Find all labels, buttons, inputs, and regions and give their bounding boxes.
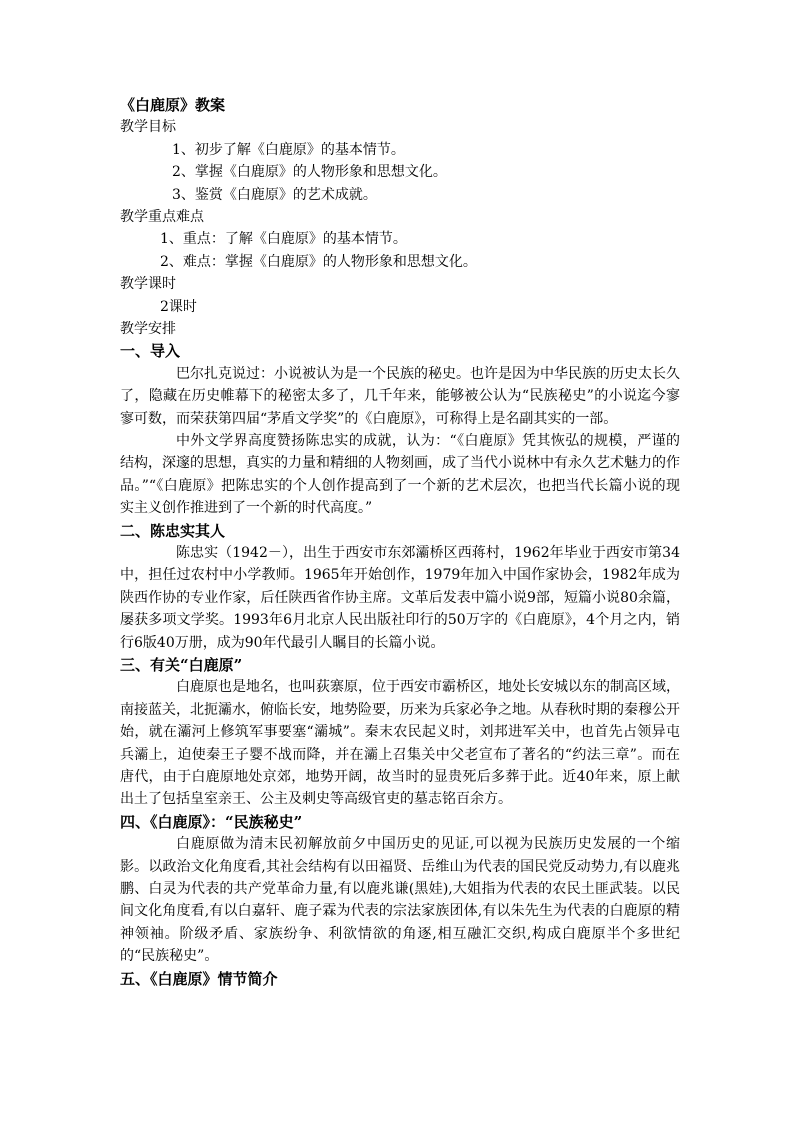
section-heading-secret-history: 四、《白鹿原》：“民族秘史”	[120, 812, 303, 831]
objective-item: 1、初步了解《白鹿原》的基本情节。	[172, 141, 405, 158]
key-point-item: 1、重点：了解《白鹿原》的基本情节。	[160, 231, 407, 248]
section-paragraph: 白鹿原也是地名，也叫荻寨原，位于西安市霸桥区，地处长安城以东的制高区域，南接蓝关，北扼灞水，俯临长安，地势险要，历来为兵家必争之地。从春秋时期的秦穆公开始，就在灞河上修筑军事要塞“灞城”。秦末农民起义时，刘邦进军关中，也首先占领异屯兵灞上，迫使秦王子婴不战而降，并在灞上召集关中父老宣布了著名的“约法三章”。而在唐代，由于白鹿原地处京郊，地势开阔，故当时的显贵死后多葬于此。近40年来，原上献出土了包括皇室亲王、公主及刺史等高级官吏的墓志铭百余方。	[120, 679, 680, 808]
hours-heading: 教学课时	[120, 276, 176, 293]
document-page	[120, 94, 680, 990]
section-heading-plot: 五、《白鹿原》情节简介	[120, 969, 278, 988]
objective-item: 2、掌握《白鹿原》的人物形象和思想文化。	[172, 164, 447, 181]
section-paragraph: 白鹿原做为清末民初解放前夕中国历史的见证,可以视为民族历史发展的一个缩影。以政治文化角度看,其社会结构有以田福贤、岳维山为代表的国民党反动势力,有以鹿兆鹏、白灵为代表的共产党革命力量,有以鹿兆谦(黑娃),大姐指为代表的农民土匪武装。以民间文化角度看,有以白嘉轩、鹿子霖为代表的宗法家族团体,有以朱先生为代表的白鹿原的精神领袖。阶级矛盾、家族纷争、利欲情欲的角逐,相互融汇交织,构成白鹿原半个多世纪的“民族秘史”。	[120, 836, 680, 965]
section-paragraph: 巴尔扎克说过：小说被认为是一个民族的秘史。也许是因为中华民族的历史太长久了，隐藏在历史帷幕下的秘密太多了，几千年来，能够被公认为“民族秘史”的小说迄今寥寥可数，而荣获第四届“茅盾文学奖”的《白鹿原》，可称得上是名副其实的一部。	[120, 365, 680, 427]
objective-item: 3、鉴赏《白鹿原》的艺术成就。	[172, 186, 377, 203]
key-points-heading: 教学重点难点	[120, 208, 204, 225]
objectives-heading: 教学目标	[120, 119, 176, 136]
section-heading-bailuyuan: 三、有关“白鹿原”	[120, 655, 243, 674]
key-point-item: 2、难点：掌握《白鹿原》的人物形象和思想文化。	[160, 253, 477, 270]
hours-value: 2课时	[160, 298, 197, 315]
section-paragraph: 中外文学界高度赞扬陈忠实的成就，认为：“《白鹿原》凭其恢弘的规模，严谨的结构，深邃的思想，真实的力量和精细的人物刻画，成了当代小说林中有永久艺术魅力的作品。”“《白鹿原》把陈忠实的个人创作提高到了一个新的艺术层次，也把当代长篇小说的现实主义创作推进到了一个新的时代高度。”	[120, 432, 680, 517]
arrangement-heading: 教学安排	[120, 320, 176, 337]
section-paragraph: 陈忠实（1942－），出生于西安市东郊灞桥区西蒋村，1962年毕业于西安市第34中，担任过农村中小学教师。1965年开始创作，1979年加入中国作家协会，1982年成为陕西作协的专业作家，后任陕西省作协主席。文革后发表中篇小说9部，短篇小说80余篇，屡获多项文学奖。1993年6月北京人民出版社印行的50万字的《白鹿原》，4个月之内，销行6版40万册，成为90年代最引人瞩目的长篇小说。	[120, 544, 680, 651]
document-title: 《白鹿原》教案	[120, 96, 226, 114]
section-heading-intro: 一、导入	[120, 342, 181, 361]
section-heading-author: 二、陈忠实其人	[120, 521, 226, 540]
